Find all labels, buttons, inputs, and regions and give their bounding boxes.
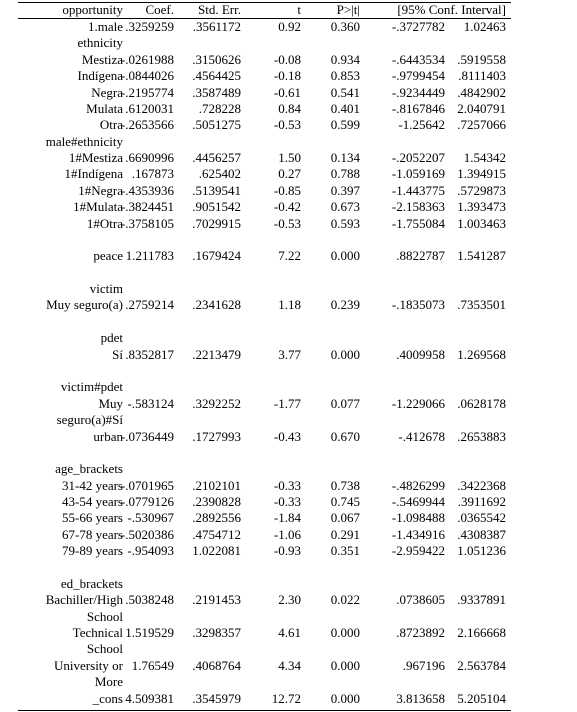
ci-high-cell: 1.269568 — [457, 346, 506, 362]
coef-cell: -.0701965 — [120, 477, 174, 493]
row-label: School — [86, 641, 123, 657]
t-cell: 7.22 — [278, 248, 301, 264]
table-row — [0, 199, 577, 215]
p-cell: 0.788 — [330, 166, 360, 182]
row-label: 1.male — [87, 19, 123, 34]
coef-cell: -.0261988 — [120, 51, 174, 67]
ci-high-cell: .0628178 — [457, 395, 506, 411]
coef-cell: -.2653566 — [120, 117, 174, 133]
p-cell: 0.738 — [330, 477, 360, 493]
row-label: 31-42 years — [61, 477, 123, 493]
coef-cell: 1.211783 — [125, 248, 174, 264]
row-label: Mulata — [86, 100, 123, 116]
std-err-cell: .4456257 — [192, 150, 241, 166]
p-cell: 0.397 — [330, 182, 360, 198]
std-err-cell: .1727993 — [192, 428, 241, 444]
bottom-rule — [18, 710, 511, 711]
table-row — [0, 117, 577, 133]
p-cell: 0.670 — [330, 428, 360, 444]
row-label: male#ethnicity — [45, 133, 123, 149]
p-cell: 0.134 — [330, 150, 360, 166]
table-row — [0, 363, 577, 379]
table-row — [0, 674, 577, 690]
t-cell: 1.18 — [278, 297, 301, 313]
row-label: Indígena — [77, 68, 123, 84]
row-label: Technical — [72, 625, 123, 641]
table-row — [0, 510, 577, 526]
p-cell: 0.934 — [330, 51, 360, 67]
p-cell: 0.401 — [330, 100, 360, 116]
std-err-cell: .4754712 — [192, 526, 241, 542]
row-label: _cons — [92, 690, 123, 706]
coef-cell: -.0779126 — [120, 494, 174, 510]
ci-high-cell: 1.541287 — [457, 248, 506, 264]
t-cell: 3.77 — [278, 346, 301, 362]
table-row — [0, 560, 577, 576]
row-label: Sí — [112, 346, 123, 362]
p-cell: 0.000 — [330, 248, 360, 264]
row-label: victim#pdet — [60, 379, 123, 395]
ci-low-cell: -.8167846 — [391, 100, 445, 116]
t-cell: -1.77 — [273, 395, 301, 411]
coef-cell: .6690996 — [125, 150, 174, 166]
std-err-cell: .5051275 — [192, 117, 241, 133]
ci-low-cell: -.3727782 — [391, 19, 445, 34]
row-label: Negra — [91, 84, 123, 100]
row-label: ethnicity — [77, 35, 123, 51]
table-row — [0, 134, 577, 150]
row-label: 1#Indígena — [64, 166, 123, 182]
ci-low-cell: .0738605 — [396, 592, 445, 608]
table-row — [0, 314, 577, 330]
ci-high-cell: .7257066 — [457, 117, 506, 133]
std-err-cell: .4068764 — [192, 657, 241, 673]
coef-cell: 1.519529 — [125, 625, 174, 641]
p-cell: 0.673 — [330, 199, 360, 215]
p-cell: 0.853 — [330, 68, 360, 84]
ci-low-cell: .967196 — [402, 657, 445, 673]
t-cell: -0.42 — [273, 199, 301, 215]
row-label: Muy seguro(a) — [46, 297, 123, 313]
t-cell: 0.27 — [278, 166, 301, 182]
ci-low-cell: -.4826299 — [391, 477, 445, 493]
std-err-cell: .2191453 — [192, 592, 241, 608]
t-cell: -0.33 — [273, 494, 301, 510]
p-cell: 0.000 — [330, 625, 360, 641]
p-cell: 0.541 — [330, 84, 360, 100]
row-label: Otra — [99, 117, 123, 133]
t-cell: -0.53 — [273, 117, 301, 133]
ci-high-cell: .2653883 — [457, 428, 506, 444]
table-row — [0, 625, 577, 641]
table-row — [0, 494, 577, 510]
header-p: P>|t| — [336, 2, 360, 17]
coef-cell: .5038248 — [125, 592, 174, 608]
row-label: 1#Mulata — [73, 199, 123, 215]
table-row — [0, 461, 577, 477]
ci-high-cell: .0365542 — [457, 510, 506, 526]
row-label: 1#Otra — [86, 215, 123, 231]
std-err-cell: .9051542 — [192, 199, 241, 215]
p-cell: 0.000 — [330, 346, 360, 362]
ci-low-cell: -.6443534 — [391, 51, 445, 67]
t-cell: -0.53 — [273, 215, 301, 231]
t-cell: 0.84 — [278, 100, 301, 116]
std-err-cell: .625402 — [198, 166, 241, 182]
row-label: 55-66 years — [61, 510, 123, 526]
ci-low-cell: 3.813658 — [396, 690, 445, 706]
std-err-cell: .3292252 — [192, 395, 241, 411]
ci-high-cell: 1.54342 — [463, 150, 506, 166]
t-cell: -0.61 — [273, 84, 301, 100]
ci-high-cell: .5729873 — [457, 182, 506, 198]
std-err-cell: .2390828 — [192, 494, 241, 510]
t-cell: 4.61 — [278, 625, 301, 641]
table-row — [0, 216, 577, 232]
row-label: victim — [89, 281, 123, 297]
coef-cell: 4.509381 — [125, 690, 174, 706]
std-err-cell: .2892556 — [192, 510, 241, 526]
coef-cell: -.4353936 — [120, 182, 174, 198]
ci-high-cell: 1.394915 — [457, 166, 506, 182]
ci-high-cell: 2.563784 — [457, 657, 506, 673]
table-row — [0, 35, 577, 51]
table-row — [0, 396, 577, 412]
table-row — [0, 379, 577, 395]
table-row — [0, 166, 577, 182]
ci-high-cell: 1.003463 — [457, 215, 506, 231]
table-row — [0, 691, 577, 707]
t-cell: 4.34 — [278, 657, 301, 673]
table-row — [0, 150, 577, 166]
row-label: seguro(a)#Sí — [56, 412, 123, 428]
coef-cell: .167873 — [131, 166, 174, 182]
header-ci: [95% Conf. Interval] — [397, 2, 506, 17]
p-cell: 0.745 — [330, 494, 360, 510]
table-row — [0, 576, 577, 592]
header-std-err: Std. Err. — [198, 2, 241, 17]
ci-high-cell: 2.166668 — [457, 625, 506, 641]
table-row — [0, 19, 577, 35]
table-row — [0, 592, 577, 608]
row-label: peace — [93, 248, 123, 264]
ci-low-cell: -1.059169 — [391, 166, 445, 182]
p-cell: 0.067 — [330, 510, 360, 526]
table-row — [0, 543, 577, 559]
ci-high-cell: .8111403 — [458, 68, 506, 84]
ci-high-cell: 1.02463 — [463, 19, 506, 34]
p-cell: 0.077 — [330, 395, 360, 411]
t-cell: 2.30 — [278, 592, 301, 608]
t-cell: -0.18 — [273, 68, 301, 84]
row-label: School — [86, 608, 123, 624]
ci-low-cell: -1.25642 — [398, 117, 445, 133]
table-row — [0, 445, 577, 461]
std-err-cell: .728228 — [198, 100, 241, 116]
ci-low-cell: .8822787 — [396, 248, 445, 264]
table-row — [0, 609, 577, 625]
coef-cell: .8352817 — [125, 346, 174, 362]
ci-low-cell: -1.755084 — [391, 215, 445, 231]
row-label: pdet — [100, 330, 123, 346]
std-err-cell: .3298357 — [192, 625, 241, 641]
ci-low-cell: -2.158363 — [391, 199, 445, 215]
ci-low-cell: -.412678 — [398, 428, 445, 444]
t-cell: 1.50 — [278, 150, 301, 166]
std-err-cell: .7029915 — [192, 215, 241, 231]
coef-cell: -.954093 — [127, 543, 174, 559]
std-err-cell: .5139541 — [192, 182, 241, 198]
row-label: 43-54 years — [61, 494, 123, 510]
t-cell: 0.92 — [278, 19, 301, 34]
std-err-cell: .2102101 — [192, 477, 241, 493]
coef-cell: -.530967 — [127, 510, 174, 526]
row-label: ed_brackets — [60, 575, 123, 591]
ci-high-cell: .3911692 — [457, 494, 506, 510]
ci-high-cell: .3422368 — [457, 477, 506, 493]
ci-high-cell: .5919558 — [457, 51, 506, 67]
p-cell: 0.239 — [330, 297, 360, 313]
table-row — [0, 248, 577, 264]
p-cell: 0.000 — [330, 690, 360, 706]
row-label: 79-89 years — [61, 543, 123, 559]
ci-low-cell: .8723892 — [396, 625, 445, 641]
table-row — [0, 281, 577, 297]
ci-low-cell: .4009958 — [396, 346, 445, 362]
row-label: Muy — [98, 395, 123, 411]
std-err-cell: .3545979 — [192, 690, 241, 706]
coef-cell: .3259259 — [125, 19, 174, 34]
table-row — [0, 183, 577, 199]
t-cell: -0.08 — [273, 51, 301, 67]
t-cell: -0.33 — [273, 477, 301, 493]
coef-cell: -.0736449 — [120, 428, 174, 444]
std-err-cell: .4564425 — [192, 68, 241, 84]
table-row — [0, 641, 577, 657]
row-label: 67-78 years — [61, 526, 123, 542]
coef-cell: -.0844026 — [120, 68, 174, 84]
ci-high-cell: .4308387 — [457, 526, 506, 542]
t-cell: -0.93 — [273, 543, 301, 559]
ci-low-cell: -1.229066 — [391, 395, 445, 411]
p-cell: 0.360 — [330, 19, 360, 34]
table-row — [0, 297, 577, 313]
header-outcome: opportunity — [62, 2, 123, 17]
coef-cell: -.583124 — [127, 395, 174, 411]
ci-low-cell: -.5469944 — [391, 494, 445, 510]
table-row — [0, 101, 577, 117]
table-row — [0, 347, 577, 363]
t-cell: -0.85 — [273, 182, 301, 198]
std-err-cell: .2341628 — [192, 297, 241, 313]
ci-high-cell: .4842902 — [457, 84, 506, 100]
t-cell: -0.43 — [273, 428, 301, 444]
std-err-cell: .3587489 — [192, 84, 241, 100]
row-label: University or — [54, 657, 123, 673]
coef-cell: -.2195774 — [120, 84, 174, 100]
ci-high-cell: 2.040791 — [457, 100, 506, 116]
table-row — [0, 265, 577, 281]
ci-low-cell: -.9234449 — [391, 84, 445, 100]
p-cell: 0.599 — [330, 117, 360, 133]
ci-low-cell: -.1835073 — [391, 297, 445, 313]
ci-high-cell: 1.393473 — [457, 199, 506, 215]
table-row — [0, 412, 577, 428]
table-row — [0, 232, 577, 248]
row-label: More — [94, 674, 123, 690]
ci-high-cell: 5.205104 — [457, 690, 506, 706]
header-row — [0, 2, 577, 18]
table-row — [0, 658, 577, 674]
p-cell: 0.351 — [330, 543, 360, 559]
coef-cell: 1.76549 — [131, 657, 174, 673]
header-t: t — [297, 2, 301, 17]
ci-high-cell: .9337891 — [457, 592, 506, 608]
table-row — [0, 52, 577, 68]
p-cell: 0.000 — [330, 657, 360, 673]
p-cell: 0.593 — [330, 215, 360, 231]
table-row — [0, 429, 577, 445]
std-err-cell: 1.022081 — [192, 543, 241, 559]
ci-low-cell: -1.434916 — [391, 526, 445, 542]
header-coef: Coef. — [145, 2, 174, 17]
table-row — [0, 68, 577, 84]
t-cell: -1.06 — [273, 526, 301, 542]
row-label: Mestiza — [81, 51, 123, 67]
table-row — [0, 85, 577, 101]
coef-cell: -.5020386 — [120, 526, 174, 542]
t-cell: 12.72 — [271, 690, 301, 706]
std-err-cell: .3561172 — [192, 19, 241, 34]
std-err-cell: .2213479 — [192, 346, 241, 362]
ci-high-cell: 1.051236 — [457, 543, 506, 559]
p-cell: 0.022 — [330, 592, 360, 608]
coef-cell: .6120031 — [125, 100, 174, 116]
table-row — [0, 478, 577, 494]
row-label: 1#Mestiza — [68, 150, 123, 166]
coef-cell: -.3824451 — [120, 199, 174, 215]
row-label: 1#Negra — [78, 182, 123, 198]
row-label: age_brackets — [55, 461, 123, 477]
std-err-cell: .1679424 — [192, 248, 241, 264]
ci-low-cell: -1.443775 — [391, 182, 445, 198]
table-row — [0, 330, 577, 346]
ci-low-cell: -.2052207 — [391, 150, 445, 166]
t-cell: -1.84 — [273, 510, 301, 526]
ci-low-cell: -2.959422 — [391, 543, 445, 559]
ci-low-cell: -1.098488 — [391, 510, 445, 526]
coef-cell: -.3758105 — [120, 215, 174, 231]
row-label: Bachiller/High — [45, 592, 123, 608]
p-cell: 0.291 — [330, 526, 360, 542]
std-err-cell: .3150626 — [192, 51, 241, 67]
coef-cell: .2759214 — [125, 297, 174, 313]
ci-high-cell: .7353501 — [457, 297, 506, 313]
row-label: urban — [93, 428, 123, 444]
table-row — [0, 527, 577, 543]
ci-low-cell: -.9799454 — [391, 68, 445, 84]
